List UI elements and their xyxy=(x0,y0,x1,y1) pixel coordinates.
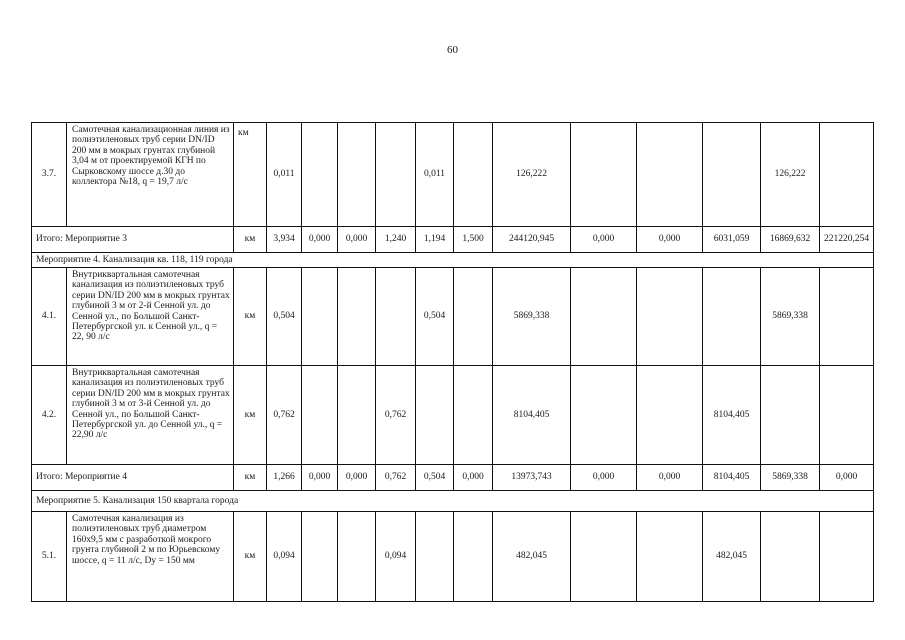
total-label: Итого: Мероприятие 3 xyxy=(32,227,234,253)
table-body xyxy=(32,123,874,602)
value-cell xyxy=(820,512,874,602)
value-cell: 8104,405 xyxy=(703,465,761,491)
value-cell xyxy=(454,268,493,366)
value-cell: 0,011 xyxy=(416,123,454,227)
value-cell xyxy=(637,512,703,602)
value-cell xyxy=(376,268,416,366)
value-cell xyxy=(571,366,637,465)
value-cell xyxy=(302,366,338,465)
value-cell xyxy=(571,268,637,366)
item-description: Самотечная канализация из полиэтиленовых труб диаметром 160х9,5 мм с разработкой мокрого грунта глубиной 2 м по Юрьевскому шоссе, q = 11 л/с, Dy = 150 мм xyxy=(67,512,234,602)
value-cell: 0,000 xyxy=(571,465,637,491)
value-cell xyxy=(820,123,874,227)
value-cell: 0,000 xyxy=(302,227,338,253)
item-code: 3.7. xyxy=(32,123,67,227)
value-cell: 0,000 xyxy=(338,227,376,253)
unit-cell: км xyxy=(234,465,267,491)
page-number: 60 xyxy=(447,44,458,56)
unit-cell: км xyxy=(234,512,267,602)
value-cell: 0,762 xyxy=(267,366,302,465)
item-description: Внутриквартальная самотечная канализация из полиэтиленовых труб серии DN/ID 200 мм в мокрых грунтах глубиной 3 м от 3-й Сенной ул. до Сенной ул., по Большой Санкт-Петербургской ул. до Сенной ул., q = 22,90 л/с xyxy=(67,366,234,465)
table-row xyxy=(32,512,874,602)
value-cell xyxy=(416,366,454,465)
value-cell: 0,000 xyxy=(302,465,338,491)
section-title: Мероприятие 5. Канализация 150 квартала города xyxy=(32,491,874,512)
value-cell xyxy=(338,123,376,227)
value-cell xyxy=(820,366,874,465)
value-cell: 1,266 xyxy=(267,465,302,491)
value-cell: 6031,059 xyxy=(703,227,761,253)
value-cell: 0,000 xyxy=(637,465,703,491)
value-cell: 13973,743 xyxy=(493,465,571,491)
value-cell: 1,240 xyxy=(376,227,416,253)
value-cell: 0,000 xyxy=(338,465,376,491)
value-cell: 0,000 xyxy=(637,227,703,253)
value-cell: 482,045 xyxy=(493,512,571,602)
item-code: 5.1. xyxy=(32,512,67,602)
item-code: 4.1. xyxy=(32,268,67,366)
value-cell xyxy=(338,512,376,602)
value-cell xyxy=(637,268,703,366)
total-row xyxy=(32,465,874,491)
total-row xyxy=(32,227,874,253)
value-cell: 1,194 xyxy=(416,227,454,253)
value-cell: 0,762 xyxy=(376,366,416,465)
unit-cell: км xyxy=(234,227,267,253)
value-cell: 5869,338 xyxy=(761,268,820,366)
value-cell: 0,000 xyxy=(571,227,637,253)
value-cell: 126,222 xyxy=(761,123,820,227)
value-cell xyxy=(338,268,376,366)
value-cell xyxy=(637,366,703,465)
value-cell: 0,762 xyxy=(376,465,416,491)
value-cell: 0,094 xyxy=(267,512,302,602)
value-cell: 221220,254 xyxy=(820,227,874,253)
value-cell xyxy=(454,366,493,465)
total-label: Итого: Мероприятие 4 xyxy=(32,465,234,491)
value-cell: 0,000 xyxy=(454,465,493,491)
value-cell: 3,934 xyxy=(267,227,302,253)
value-cell: 5869,338 xyxy=(493,268,571,366)
unit-cell: км xyxy=(234,268,267,366)
value-cell xyxy=(302,268,338,366)
value-cell: 0,504 xyxy=(267,268,302,366)
value-cell xyxy=(454,123,493,227)
value-cell: 16869,632 xyxy=(761,227,820,253)
item-description: Самотечная канализационная линия из полиэтиленовых труб серии DN/ID 200 мм в мокрых грунтах глубиной 3,04 м от проектируемой КГН по Сырковскому шоссе д.30 до коллектора №18, q = 19,7 л/с xyxy=(67,123,234,227)
section-row xyxy=(32,253,874,268)
value-cell xyxy=(454,512,493,602)
table-row xyxy=(32,123,874,227)
value-cell xyxy=(761,512,820,602)
value-cell: 8104,405 xyxy=(703,366,761,465)
item-code: 4.2. xyxy=(32,366,67,465)
section-row xyxy=(32,491,874,512)
value-cell xyxy=(761,366,820,465)
value-cell xyxy=(302,512,338,602)
item-description: Внутриквартальная самотечная канализация из полиэтиленовых труб серии DN/ID 200 мм в мокрых грунтах глубиной 3 м от 2-й Сенной ул. до Сенной ул., по Большой Санкт-Петербургской ул. к Сенной ул., q = 22, 90 л/с xyxy=(67,268,234,366)
table-row xyxy=(32,268,874,366)
value-cell: 8104,405 xyxy=(493,366,571,465)
value-cell xyxy=(571,512,637,602)
value-cell xyxy=(571,123,637,227)
value-cell: 0,504 xyxy=(416,465,454,491)
value-cell: 482,045 xyxy=(703,512,761,602)
value-cell xyxy=(338,366,376,465)
value-cell: 126,222 xyxy=(493,123,571,227)
value-cell xyxy=(376,123,416,227)
data-table xyxy=(31,122,874,602)
value-cell: 0,011 xyxy=(267,123,302,227)
unit-cell: км xyxy=(234,123,267,227)
unit-cell: км xyxy=(234,366,267,465)
value-cell xyxy=(637,123,703,227)
value-cell xyxy=(416,512,454,602)
value-cell xyxy=(703,268,761,366)
value-cell: 1,500 xyxy=(454,227,493,253)
value-cell: 0,000 xyxy=(820,465,874,491)
value-cell xyxy=(302,123,338,227)
value-cell: 0,094 xyxy=(376,512,416,602)
value-cell: 0,504 xyxy=(416,268,454,366)
value-cell: 244120,945 xyxy=(493,227,571,253)
value-cell: 5869,338 xyxy=(761,465,820,491)
section-title: Мероприятие 4. Канализация кв. 118, 119 города xyxy=(32,253,874,268)
table-row xyxy=(32,366,874,465)
value-cell xyxy=(820,268,874,366)
value-cell xyxy=(703,123,761,227)
